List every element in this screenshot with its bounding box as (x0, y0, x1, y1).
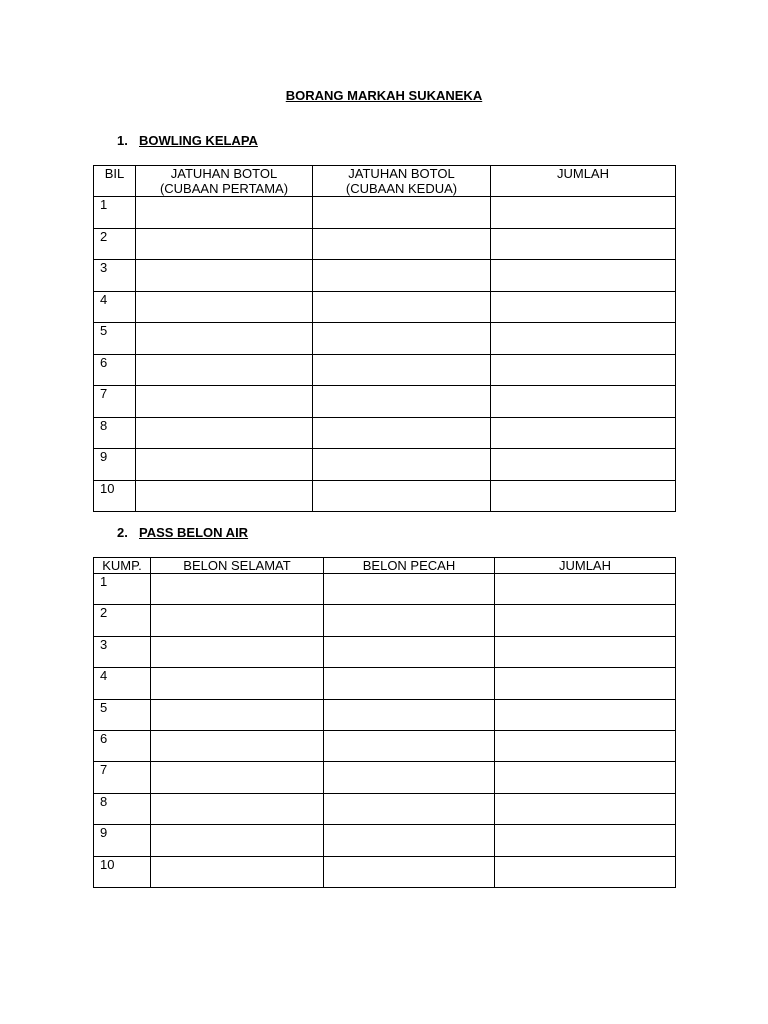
score-cell-second[interactable] (324, 605, 495, 636)
header-total: JUMLAH (491, 166, 676, 197)
row-number: 10 (94, 480, 136, 512)
table-row (94, 605, 676, 636)
table-row (94, 260, 676, 292)
row-number: 1 (94, 574, 151, 605)
score-cell-total[interactable] (491, 260, 676, 292)
row-number: 5 (94, 323, 136, 355)
section-heading-bowling (117, 133, 258, 148)
header-first-attempt: JATUHAN BOTOL (CUBAAN PERTAMA) (136, 166, 313, 197)
row-number: 1 (94, 197, 136, 229)
score-cell-first[interactable] (136, 386, 313, 418)
score-cell-first[interactable] (136, 291, 313, 323)
table-row (94, 574, 676, 605)
row-number: 9 (94, 449, 136, 481)
score-cell-total[interactable] (495, 699, 676, 730)
row-number: 10 (94, 856, 151, 887)
row-number: 8 (94, 417, 136, 449)
table-row (94, 197, 676, 229)
score-cell-second[interactable] (313, 323, 491, 355)
table-row (94, 730, 676, 761)
section-name: BOWLING KELAPA (139, 133, 258, 148)
row-number: 2 (94, 228, 136, 260)
score-cell-total[interactable] (491, 354, 676, 386)
score-cell-second[interactable] (324, 699, 495, 730)
header-bil: BIL (94, 166, 136, 197)
score-cell-total[interactable] (495, 856, 676, 887)
table-row (94, 825, 676, 856)
score-cell-total[interactable] (495, 605, 676, 636)
table-header-row (94, 166, 676, 197)
score-cell-total[interactable] (495, 762, 676, 793)
score-cell-total[interactable] (491, 417, 676, 449)
score-cell-first[interactable] (151, 574, 324, 605)
score-cell-first[interactable] (151, 856, 324, 887)
score-cell-first[interactable] (151, 825, 324, 856)
score-cell-second[interactable] (313, 417, 491, 449)
header-group: KUMP. (94, 558, 151, 574)
score-cell-total[interactable] (491, 197, 676, 229)
score-cell-second[interactable] (313, 449, 491, 481)
score-cell-first[interactable] (151, 730, 324, 761)
score-cell-first[interactable] (151, 668, 324, 699)
table-row (94, 228, 676, 260)
score-cell-first[interactable] (136, 417, 313, 449)
row-number: 2 (94, 605, 151, 636)
score-cell-second[interactable] (324, 636, 495, 667)
score-cell-total[interactable] (495, 825, 676, 856)
score-cell-first[interactable] (136, 354, 313, 386)
section-number: 1. (117, 133, 128, 148)
score-cell-second[interactable] (324, 574, 495, 605)
row-number: 4 (94, 291, 136, 323)
row-number: 6 (94, 730, 151, 761)
table-header-row (94, 558, 676, 574)
row-number: 6 (94, 354, 136, 386)
header-total: JUMLAH (495, 558, 676, 574)
score-cell-total[interactable] (495, 730, 676, 761)
score-cell-first[interactable] (136, 260, 313, 292)
score-cell-total[interactable] (491, 386, 676, 418)
score-cell-first[interactable] (136, 449, 313, 481)
score-cell-total[interactable] (495, 574, 676, 605)
row-number: 8 (94, 793, 151, 824)
table-row (94, 291, 676, 323)
score-cell-first[interactable] (136, 480, 313, 512)
table-row (94, 323, 676, 355)
score-cell-second[interactable] (324, 762, 495, 793)
score-cell-first[interactable] (151, 699, 324, 730)
header-second-attempt: JATUHAN BOTOL (CUBAAN KEDUA) (313, 166, 491, 197)
score-cell-first[interactable] (136, 228, 313, 260)
score-cell-second[interactable] (313, 354, 491, 386)
table-row (94, 636, 676, 667)
score-cell-total[interactable] (491, 449, 676, 481)
bowling-score-table (93, 165, 676, 512)
table-row (94, 699, 676, 730)
table-row (94, 762, 676, 793)
table-row (94, 480, 676, 512)
score-cell-total[interactable] (491, 480, 676, 512)
table-row (94, 793, 676, 824)
table-row (94, 668, 676, 699)
score-cell-second[interactable] (313, 260, 491, 292)
score-cell-second[interactable] (313, 386, 491, 418)
score-cell-second[interactable] (313, 480, 491, 512)
score-cell-first[interactable] (136, 323, 313, 355)
header-balloon-safe: BELON SELAMAT (151, 558, 324, 574)
score-cell-second[interactable] (313, 228, 491, 260)
header-balloon-burst: BELON PECAH (324, 558, 495, 574)
score-cell-second[interactable] (313, 197, 491, 229)
section-number: 2. (117, 525, 128, 540)
score-cell-first[interactable] (151, 636, 324, 667)
score-cell-second[interactable] (324, 793, 495, 824)
score-cell-total[interactable] (495, 636, 676, 667)
row-number: 7 (94, 386, 136, 418)
score-cell-total[interactable] (495, 668, 676, 699)
water-balloon-score-table (93, 557, 676, 888)
score-cell-second[interactable] (324, 825, 495, 856)
section-name: PASS BELON AIR (139, 525, 249, 540)
score-cell-second[interactable] (324, 668, 495, 699)
score-cell-second[interactable] (313, 291, 491, 323)
score-cell-second[interactable] (324, 730, 495, 761)
score-cell-total[interactable] (491, 291, 676, 323)
row-number: 7 (94, 762, 151, 793)
row-number: 3 (94, 636, 151, 667)
score-cell-second[interactable] (324, 856, 495, 887)
score-cell-total[interactable] (495, 793, 676, 824)
section-heading-water-balloon (117, 525, 248, 540)
row-number: 3 (94, 260, 136, 292)
table-row (94, 856, 676, 887)
page-title: BORANG MARKAH SUKANEKA (285, 88, 483, 103)
table-row (94, 386, 676, 418)
score-cell-total[interactable] (491, 228, 676, 260)
row-number: 9 (94, 825, 151, 856)
score-cell-total[interactable] (491, 323, 676, 355)
row-number: 4 (94, 668, 151, 699)
score-cell-first[interactable] (151, 793, 324, 824)
table-row (94, 354, 676, 386)
table-row (94, 417, 676, 449)
score-cell-first[interactable] (151, 605, 324, 636)
table-row (94, 449, 676, 481)
score-cell-first[interactable] (151, 762, 324, 793)
score-cell-first[interactable] (136, 197, 313, 229)
row-number: 5 (94, 699, 151, 730)
